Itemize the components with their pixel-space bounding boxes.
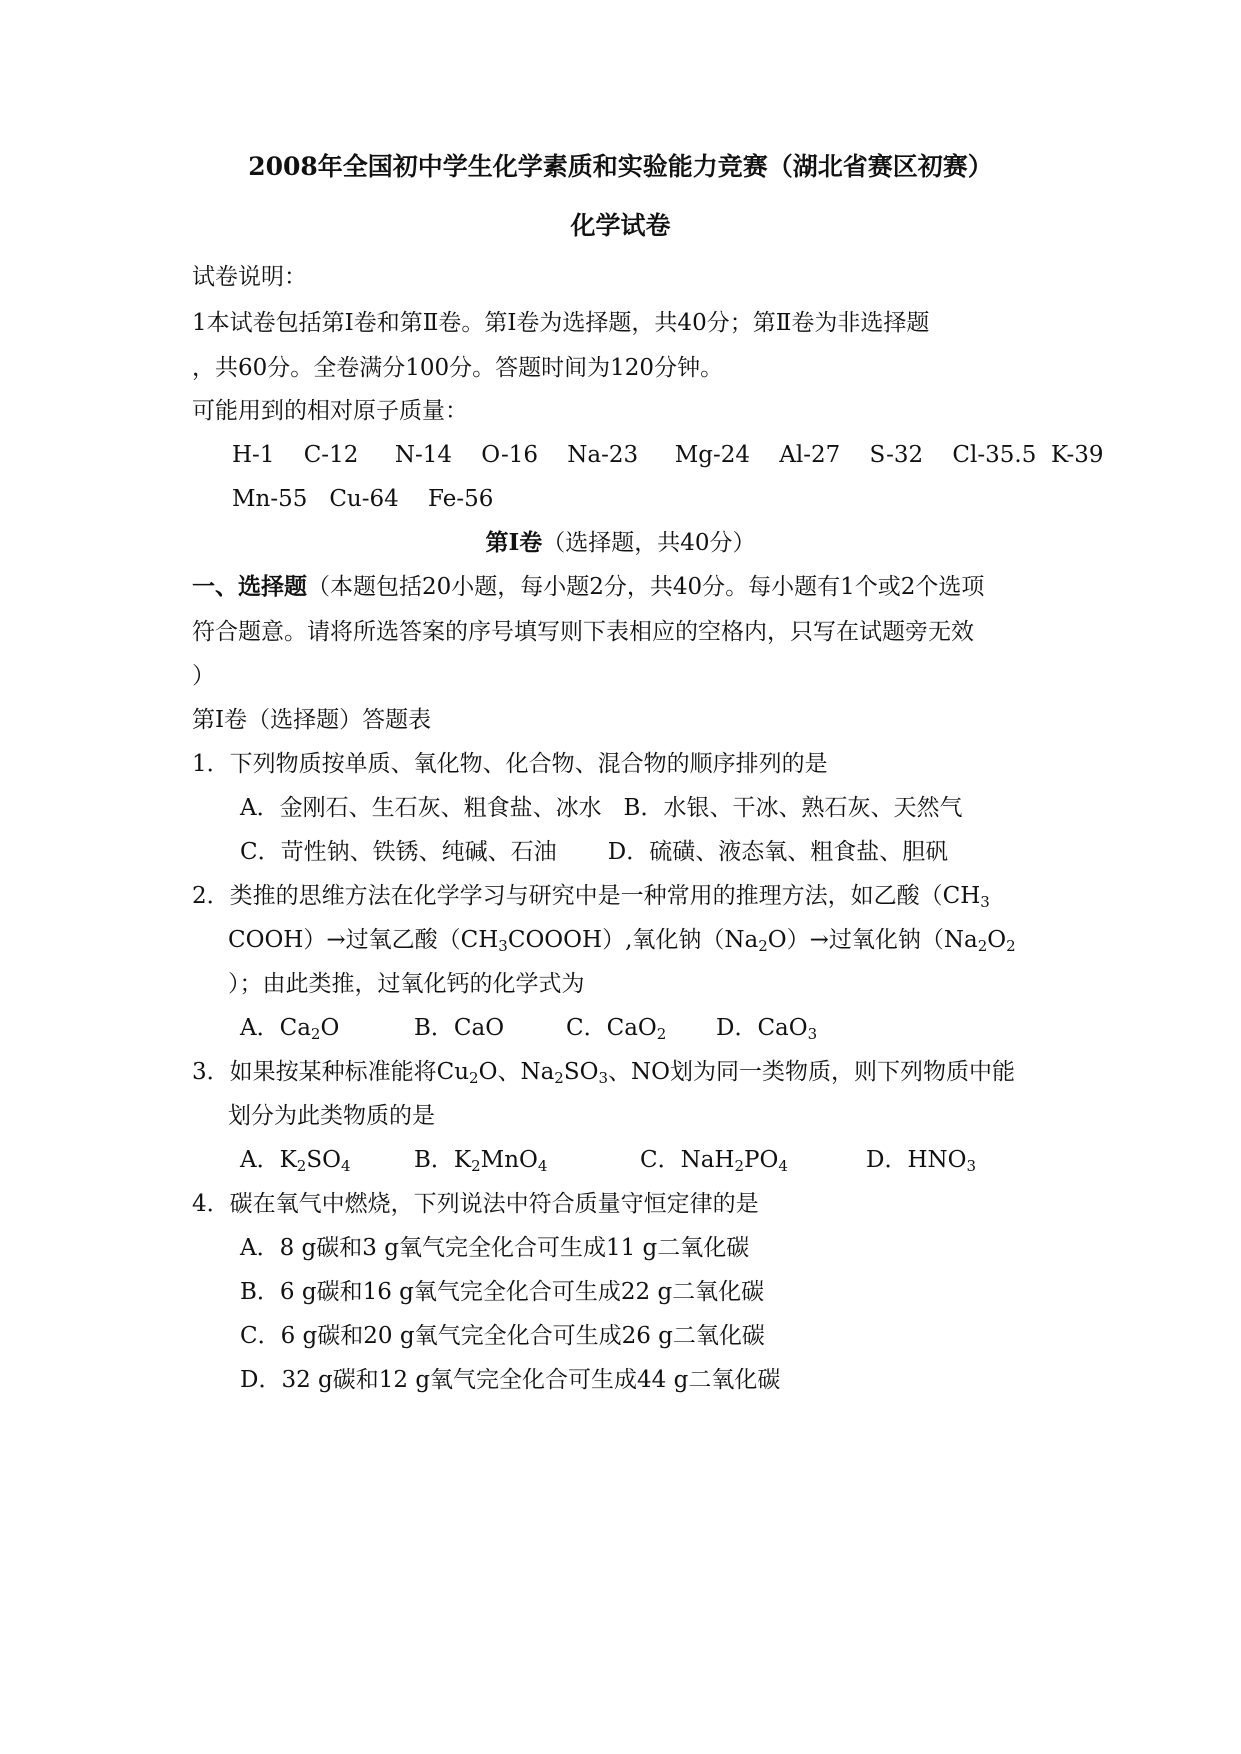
q3-option-a bbox=[240, 1145, 351, 1175]
subscript: 2 bbox=[471, 1157, 481, 1175]
subscript: 3 bbox=[980, 893, 990, 911]
q2-line-1 bbox=[192, 881, 990, 911]
intro-line-1: 1本试卷包括第Ⅰ卷和第Ⅱ卷。第Ⅰ卷为选择题，共40分；第Ⅱ卷为非选择题 bbox=[192, 310, 930, 336]
subscript: 3 bbox=[598, 1069, 609, 1087]
q3-option-b bbox=[414, 1145, 547, 1175]
subscript: 2 bbox=[734, 1157, 745, 1175]
subscript: 4 bbox=[778, 1157, 788, 1175]
text: C．CaO bbox=[566, 1015, 657, 1041]
section-1-heading bbox=[0, 528, 1241, 558]
q4-option-a: A．8 g碳和3 g氧气完全化合可生成11 g二氧化碳 bbox=[240, 1235, 750, 1261]
subscript: 3 bbox=[498, 937, 508, 955]
atomic-mass-line-1: H-1 C-12 N-14 O-16 Na-23 Mg-24 Al-27 S-32 Cl-35.5 K-39 bbox=[232, 442, 1104, 468]
text: D．HNO bbox=[866, 1147, 967, 1173]
text: COOH）→过氧乙酸（CH bbox=[228, 927, 499, 953]
q2-option-b: B．CaO bbox=[414, 1015, 505, 1041]
subscript: 2 bbox=[554, 1069, 564, 1087]
subscript: 2 bbox=[469, 1069, 479, 1087]
q3-option-d bbox=[866, 1145, 976, 1175]
part-1-heading bbox=[192, 572, 984, 602]
subscript: 3 bbox=[807, 1025, 818, 1043]
text: 、NO划为同一类物质，则下列物质中能 bbox=[608, 1059, 1015, 1085]
q4-option-b: B．6 g碳和16 g氧气完全化合可生成22 g二氧化碳 bbox=[240, 1279, 765, 1305]
q2-line-3: ）；由此类推，过氧化钙的化学式为 bbox=[228, 971, 585, 997]
subscript: 2 bbox=[310, 1025, 321, 1043]
subscript: 4 bbox=[537, 1157, 548, 1175]
text: A．Ca bbox=[240, 1015, 311, 1041]
part-1-label: 一、选择题 bbox=[192, 573, 307, 600]
text: COOOH）,氧化钠（Na bbox=[507, 927, 759, 953]
q1-stem: 1．下列物质按单质、氧化物、化合物、混合物的顺序排列的是 bbox=[192, 751, 828, 777]
text: SO bbox=[563, 1059, 599, 1085]
subscript: 2 bbox=[656, 1025, 667, 1043]
q4-stem: 4．碳在氧气中燃烧，下列说法中符合质量守恒定律的是 bbox=[192, 1191, 759, 1217]
q1-options-ab: A．金刚石、生石灰、粗食盐、冰水 B．水银、干冰、熟石灰、天然气 bbox=[240, 795, 963, 821]
section-1-desc: （选择题，共40分） bbox=[542, 530, 756, 556]
text: O bbox=[320, 1015, 340, 1041]
text: O bbox=[987, 927, 1007, 953]
q4-option-c: C．6 g碳和20 g氧气完全化合可生成26 g二氧化碳 bbox=[240, 1323, 765, 1349]
text: D．CaO bbox=[716, 1015, 808, 1041]
q4-option-d: D．32 g碳和12 g氧气完全化合可生成44 g二氧化碳 bbox=[240, 1367, 781, 1393]
subscript: 2 bbox=[758, 937, 768, 955]
text: A．K bbox=[240, 1147, 297, 1173]
text: C．NaH bbox=[640, 1147, 735, 1173]
q1-options-cd: C．苛性钠、铁锈、纯碱、石油 D．硫磺、液态氧、粗食盐、胆矾 bbox=[240, 839, 949, 865]
q3-line-1 bbox=[192, 1057, 1015, 1087]
part-1-line-2: 符合题意。请将所选答案的序号填写则下表相应的空格内，只写在试题旁无效 bbox=[192, 619, 974, 645]
text: PO bbox=[744, 1147, 779, 1173]
text: O）→过氧化钠（Na bbox=[767, 927, 978, 953]
q2-option-c bbox=[566, 1013, 666, 1043]
text: O、Na bbox=[478, 1059, 555, 1085]
q2-option-a bbox=[240, 1013, 339, 1043]
subscript: 3 bbox=[966, 1157, 977, 1175]
q3-option-c bbox=[640, 1145, 788, 1175]
section-1-label: 第Ⅰ卷 bbox=[485, 529, 543, 556]
atomic-mass-line-2: Mn-55 Cu-64 Fe-56 bbox=[232, 486, 494, 512]
intro-line-2: ，共60分。全卷满分100分。答题时间为120分钟。 bbox=[192, 355, 724, 381]
subscript: 2 bbox=[1006, 937, 1016, 955]
part-1-line-3: ） bbox=[192, 663, 215, 689]
q2-line-2 bbox=[228, 925, 1016, 955]
subscript: 2 bbox=[977, 937, 988, 955]
text: B．K bbox=[414, 1147, 472, 1173]
subscript: 4 bbox=[340, 1157, 351, 1175]
atomic-mass-heading: 可能用到的相对原子质量： bbox=[192, 398, 468, 424]
text: MnO bbox=[480, 1147, 538, 1173]
part-1-desc: （本题包括20小题，每小题2分，共40分。每小题有1个或2个选项 bbox=[307, 574, 985, 600]
exam-subtitle: 化学试卷 bbox=[570, 211, 671, 240]
answer-table-label: 第Ⅰ卷（选择题）答题表 bbox=[192, 707, 432, 733]
q2-line-1-text: 2．类推的思维方法在化学学习与研究中是一种常用的推理方法，如乙酸（CH bbox=[192, 883, 981, 909]
exam-title: 2008年全国初中学生化学素质和实验能力竞赛（湖北省赛区初赛） bbox=[248, 152, 993, 181]
text: SO bbox=[306, 1147, 341, 1173]
intro-heading: 试卷说明： bbox=[192, 264, 307, 290]
subscript: 2 bbox=[296, 1157, 307, 1175]
q2-option-d bbox=[716, 1013, 817, 1043]
q3-line-2: 划分为此类物质的是 bbox=[228, 1103, 435, 1129]
text: 3．如果按某种标准能将Cu bbox=[192, 1059, 470, 1085]
